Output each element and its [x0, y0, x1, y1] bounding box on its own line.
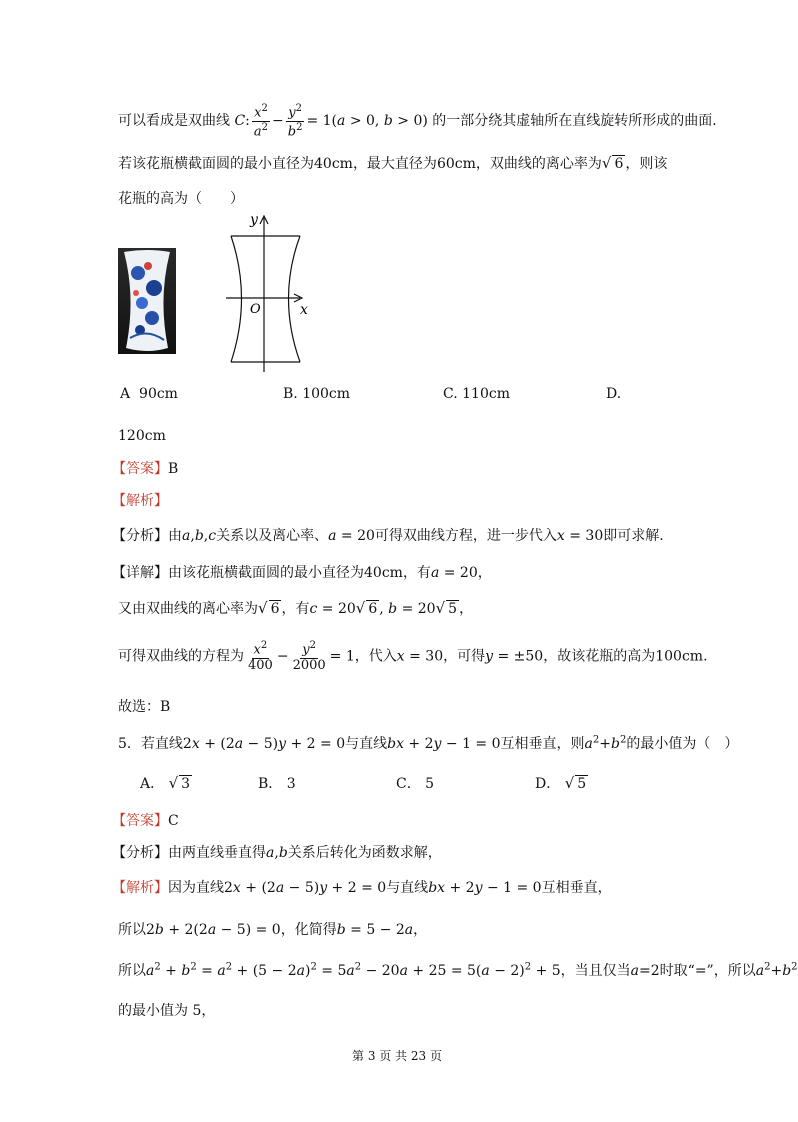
- p4-option-d-value: 120cm: [118, 428, 166, 444]
- p4-line3: 花瓶的高为（ ）: [118, 191, 244, 207]
- p4-option-b: B. 100cm: [283, 386, 351, 402]
- p4-option-d: D.: [606, 386, 622, 402]
- p4-answer: 【答案】B: [112, 461, 179, 477]
- p4-line1: 可以看成是双曲线 C: $\frac{x^2}{a^2}$ − $\frac{y^2}{b^2}$ = 1(a > 0, b > 0) 的一部分绕其虚轴所在直线旋转所形成的曲面.: [118, 103, 717, 139]
- y-label: y: [250, 212, 258, 228]
- p5-jiexi-4: 的最小值为 5，: [118, 1003, 216, 1019]
- hyperbola-right-branch: [289, 236, 301, 362]
- p4-select: 故选：B: [118, 699, 171, 715]
- origin-label: O: [250, 302, 261, 317]
- page-footer: 第 3 页 共 23 页: [352, 1049, 442, 1063]
- hyperbola-figure: [222, 212, 322, 374]
- p5-fenxi: 【分析】由两直线垂直得a,b关系后转化为函数求解，: [112, 845, 442, 861]
- p4-xiangjie-2: 又由双曲线的离心率为√ 6 ，有c = 20√ 6 , b = 20√ 5 ，: [118, 599, 474, 617]
- p5-option-c: C． 5: [396, 776, 435, 792]
- vase-image: [118, 248, 176, 354]
- p5-option-a: A． √ 3: [140, 774, 191, 792]
- hyperbola-left-branch: [231, 236, 242, 362]
- p4-analysis-tag: 【解析】: [112, 493, 168, 509]
- p4-line2: 若该花瓶横截面圆的最小直径为40cm，最大直径为60cm，双曲线的离心率为√ 6 ，则该: [118, 154, 668, 172]
- x-label: x: [300, 302, 308, 318]
- p4-option-c: C. 110cm: [443, 386, 510, 402]
- p5-answer: 【答案】C: [112, 813, 179, 829]
- p4-xiangjie-3: 可得双曲线的方程为 $\frac{x^2}{400}$ − $\frac{y^2}{2000}$ = 1，代入x = 30，可得y = ±50，故该花瓶的高为100cm.: [118, 640, 708, 673]
- p4-option-a: A 90cm: [120, 386, 178, 402]
- p5-jiexi-3: 所以$a^2 + b^2 = a^2 + (5 - 2a)^2 = 5a^2 - 20a + 25 = 5(a - 2)^2 + 5$，当且仅当a=2时取“=”，所以$a^2+b^2$: [118, 961, 798, 979]
- p5-jiexi-1: 【解析】因为直线2x + (2a − 5)y + 2 = 0与直线bx + 2y − 1 = 0互相垂直，: [112, 880, 612, 896]
- p4-fenxi: 【分析】由a,b,c关系以及离心率、a = 20可得双曲线方程，进一步代入x = 30即可求解.: [112, 528, 664, 544]
- p5-option-d: D． √ 5: [535, 774, 587, 792]
- hyperbola-equation: C: [234, 113, 246, 130]
- p4-xiangjie-1: 【详解】由该花瓶横截面圆的最小直径为40cm，有a = 20，: [112, 565, 492, 581]
- p5-stem: 5．若直线2x + (2a − 5)y + 2 = 0与直线bx + 2y − 1 = 0互相垂直，则$a^2+b^2$的最小值为（ ）: [118, 734, 739, 752]
- p5-option-b: B． 3: [258, 776, 296, 792]
- p5-jiexi-2: 所以2b + 2(2a − 5) = 0，化简得b = 5 − 2a，: [118, 922, 428, 938]
